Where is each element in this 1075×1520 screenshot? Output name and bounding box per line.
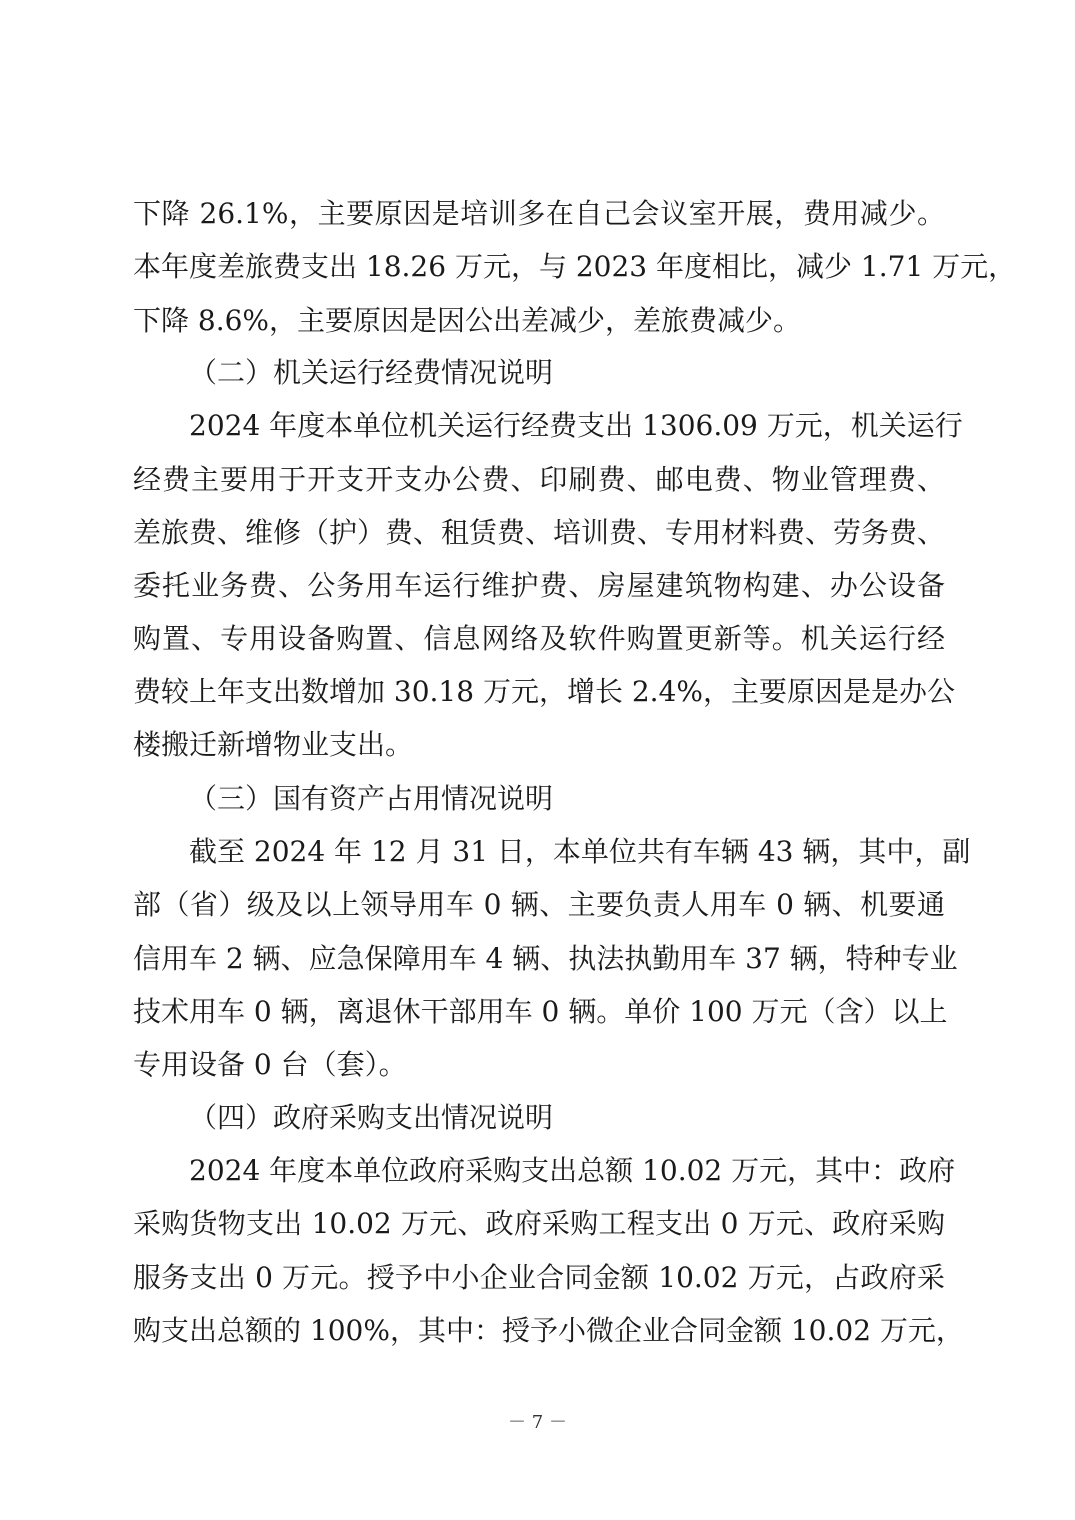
- section-heading-4: （四）政府采购支出情况说明: [189, 1101, 554, 1134]
- body-text-line: 经费主要用于开支开支办公费、印刷费、邮电费、物业管理费、: [133, 463, 945, 496]
- body-text-line: 服务支出 0 万元。授予中小企业合同金额 10.02 万元，占政府采: [133, 1261, 945, 1294]
- body-text-line: 截至 2024 年 12 月 31 日，本单位共有车辆 43 辆，其中，副: [189, 835, 971, 868]
- section-heading-2: （二）机关运行经费情况说明: [189, 356, 554, 389]
- body-text-line: 购支出总额的 100%，其中：授予小微企业合同金额 10.02 万元，: [133, 1314, 964, 1347]
- body-text-line: 2024 年度本单位机关运行经费支出 1306.09 万元，机关运行: [189, 409, 963, 442]
- body-text-line: 委托业务费、公务用车运行维护费、房屋建筑物构建、办公设备: [133, 569, 945, 602]
- body-text-line: 专用设备 0 台（套）。: [133, 1048, 407, 1081]
- body-text-line: 技术用车 0 辆，离退休干部用车 0 辆。单价 100 万元（含）以上: [133, 995, 948, 1028]
- body-text-line: 下降 8.6%，主要原因是因公出差减少，差旅费减少。: [133, 304, 802, 337]
- section-heading-3: （三）国有资产占用情况说明: [189, 782, 554, 815]
- page-number: － 7 －: [508, 1412, 567, 1433]
- body-text-line: 购置、专用设备购置、信息网络及软件购置更新等。机关运行经: [133, 622, 945, 655]
- body-text-line: 2024 年度本单位政府采购支出总额 10.02 万元，其中：政府: [189, 1154, 956, 1187]
- body-text-line: 差旅费、维修（护）费、租赁费、培训费、专用材料费、劳务费、: [133, 516, 946, 549]
- body-text-line: 费较上年支出数增加 30.18 万元，增长 2.4%，主要原因是是办公: [133, 675, 955, 708]
- body-text-line: 下降 26.1%，主要原因是培训多在自己会议室开展，费用减少。: [133, 197, 945, 230]
- body-text-line: 采购货物支出 10.02 万元、政府采购工程支出 0 万元、政府采购: [133, 1207, 945, 1240]
- body-text-line: 部（省）级及以上领导用车 0 辆、主要负责人用车 0 辆、机要通: [133, 888, 945, 921]
- body-text-line: 楼搬迁新增物业支出。: [133, 728, 414, 761]
- body-text-line: 信用车 2 辆、应急保障用车 4 辆、执法执勤用车 37 辆，特种专业: [133, 942, 958, 975]
- body-text-line: 本年度差旅费支出 18.26 万元，与 2023 年度相比，减少 1.71 万元，: [133, 250, 1017, 283]
